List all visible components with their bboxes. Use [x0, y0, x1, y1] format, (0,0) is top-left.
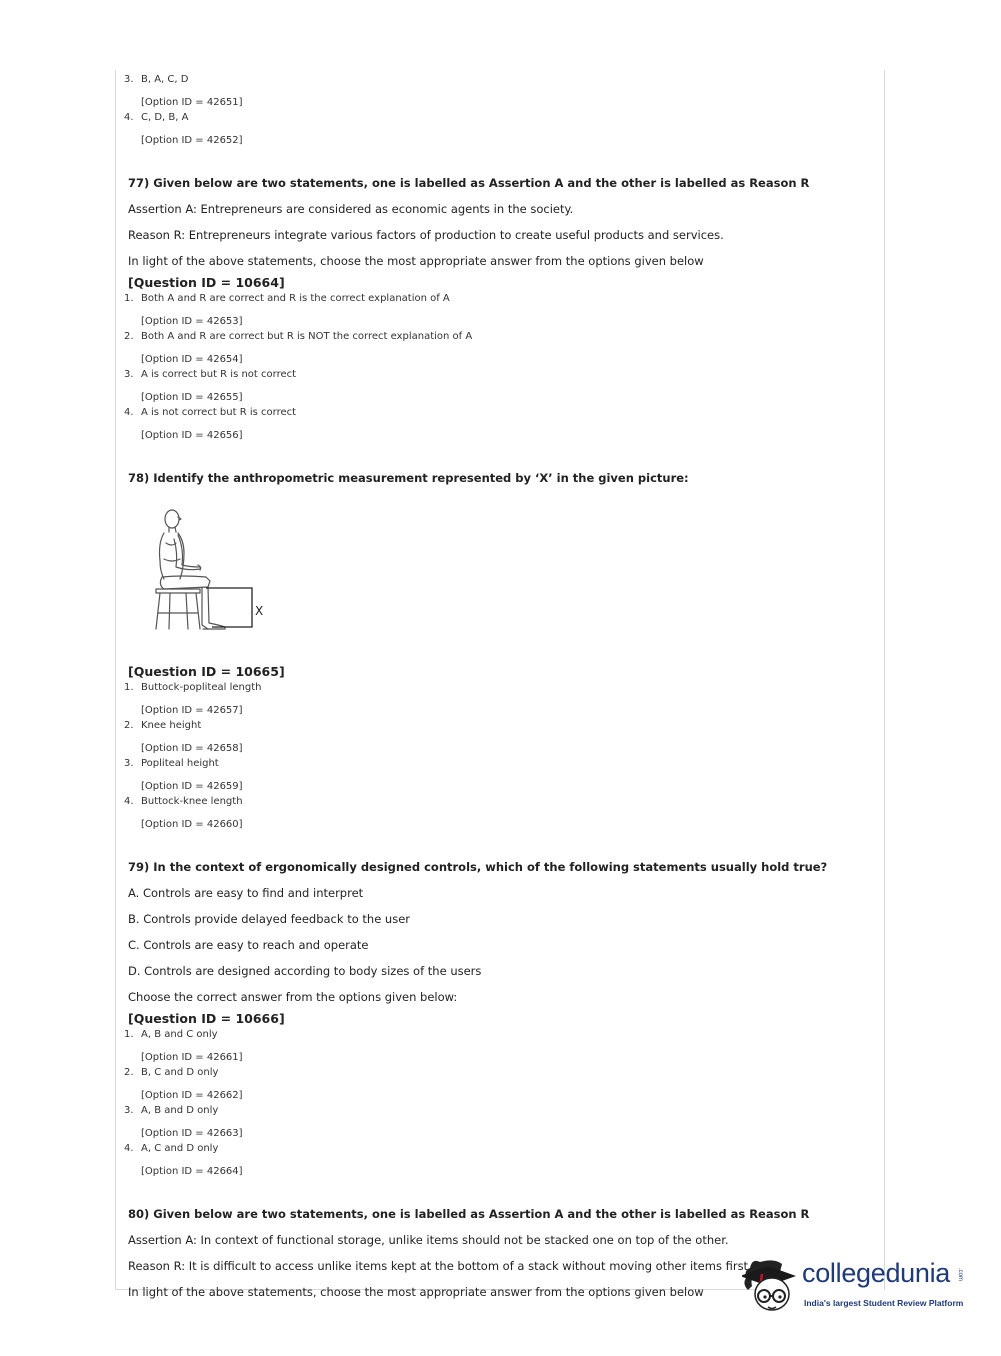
question-id: [Question ID = 10664]	[128, 275, 285, 290]
question-title: 80) Given below are two statements, one is labelled as Assertion A and the other is labelled as Reason R	[128, 1207, 810, 1221]
option-id: [Option ID = 42662]	[141, 1090, 243, 1101]
statement-b: B. Controls provide delayed feedback to the user	[128, 912, 411, 926]
question-78	[124, 465, 874, 832]
reason-text: Reason R: Entrepreneurs integrate various factors of production to create useful products and services.	[128, 228, 724, 242]
option-text: A, B and C only	[141, 1029, 218, 1040]
option-item: 1. Buttock-popliteal length	[124, 682, 262, 693]
statement-a: A. Controls are easy to find and interpret	[128, 886, 364, 900]
question-77	[124, 170, 874, 443]
page-border-right	[884, 70, 885, 1290]
question-title: 78) Identify the anthropometric measurement represented by ‘X’ in the given picture:	[128, 471, 689, 485]
logo-tagline: India's largest Student Review Platform	[804, 1298, 964, 1308]
statement-d: D. Controls are designed according to body sizes of the users	[128, 964, 482, 978]
option-item: 1. A, B and C only	[124, 1029, 218, 1040]
option-item: 3. B, A, C, D	[124, 74, 189, 85]
collegedunia-logo[interactable]	[742, 1252, 972, 1322]
option-item: 4. A, C and D only	[124, 1143, 219, 1154]
option-text: A is not correct but R is correct	[141, 407, 297, 418]
option-text: Knee height	[141, 720, 202, 731]
page-border-left	[115, 70, 116, 1290]
option-id: [Option ID = 42664]	[141, 1166, 243, 1177]
logo-wordmark: collegedunia	[802, 1258, 951, 1288]
option-item: 3. A, B and D only	[124, 1105, 219, 1116]
option-id: [Option ID = 42658]	[141, 743, 243, 754]
option-item: 3. A is correct but R is not correct	[124, 369, 297, 380]
option-text: A is correct but R is not correct	[141, 369, 297, 380]
reason-text: Reason R: It is difficult to access unlike items kept at the bottom of a stack without moving other items first	[128, 1259, 749, 1273]
option-id: [Option ID = 42652]	[141, 135, 243, 146]
question-79	[124, 854, 874, 1179]
question-id: [Question ID = 10666]	[128, 1011, 285, 1026]
option-item: 2. B, C and D only	[124, 1067, 219, 1078]
mascot-icon	[742, 1252, 802, 1316]
option-item: 4. Buttock-knee length	[124, 796, 243, 807]
option-text: Popliteal height	[141, 758, 219, 769]
option-id: [Option ID = 42657]	[141, 705, 243, 716]
option-id: [Option ID = 42654]	[141, 354, 243, 365]
instruction-text: In light of the above statements, choose the most appropriate answer from the options given below	[128, 1285, 704, 1299]
option-item: 1. Both A and R are correct and R is the correct explanation of A	[124, 293, 450, 304]
figure-label-x: X	[255, 604, 264, 618]
previous-question-options	[124, 72, 874, 148]
option-item: 4. C, D, B, A	[124, 112, 189, 123]
option-id: [Option ID = 42653]	[141, 316, 243, 327]
option-text: Both A and R are correct and R is the correct explanation of A	[141, 293, 450, 304]
option-text: B, A, C, D	[141, 74, 189, 85]
option-item: 3. Popliteal height	[124, 758, 219, 769]
option-id: [Option ID = 42655]	[141, 392, 243, 403]
instruction-text: Choose the correct answer from the options given below:	[128, 990, 458, 1004]
option-text: Buttock-knee length	[141, 796, 243, 807]
assertion-text: Assertion A: Entrepreneurs are considered as economic agents in the society.	[128, 202, 574, 216]
option-text: A, C and D only	[141, 1143, 219, 1154]
anthropometry-illustration	[152, 503, 292, 635]
option-item: 2. Knee height	[124, 720, 202, 731]
logo-domain-suffix: .com	[957, 1268, 963, 1282]
option-id: [Option ID = 42656]	[141, 430, 243, 441]
option-text: C, D, B, A	[141, 112, 189, 123]
instruction-text: In light of the above statements, choose the most appropriate answer from the options given below	[128, 254, 704, 268]
option-id: [Option ID = 42661]	[141, 1052, 243, 1063]
option-id: [Option ID = 42659]	[141, 781, 243, 792]
option-text: Buttock-popliteal length	[141, 682, 262, 693]
question-title: 77) Given below are two statements, one is labelled as Assertion A and the other is labelled as Reason R	[128, 176, 810, 190]
option-text: B, C and D only	[141, 1067, 219, 1078]
option-text: A, B and D only	[141, 1105, 219, 1116]
question-paper-page	[124, 72, 874, 1305]
statement-c: C. Controls are easy to reach and operate	[128, 938, 369, 952]
option-item: 2. Both A and R are correct but R is NOT the correct explanation of A	[124, 331, 473, 342]
option-text: Both A and R are correct but R is NOT the correct explanation of A	[141, 331, 473, 342]
seated-person-figure	[152, 503, 292, 635]
question-id: [Question ID = 10665]	[128, 664, 285, 679]
option-id: [Option ID = 42651]	[141, 97, 243, 108]
option-id: [Option ID = 42663]	[141, 1128, 243, 1139]
option-item: 4. A is not correct but R is correct	[124, 407, 297, 418]
option-id: [Option ID = 42660]	[141, 819, 243, 830]
question-title: 79) In the context of ergonomically designed controls, which of the following statements usually hold true?	[128, 860, 828, 874]
assertion-text: Assertion A: In context of functional storage, unlike items should not be stacked one on top of the other.	[128, 1233, 729, 1247]
